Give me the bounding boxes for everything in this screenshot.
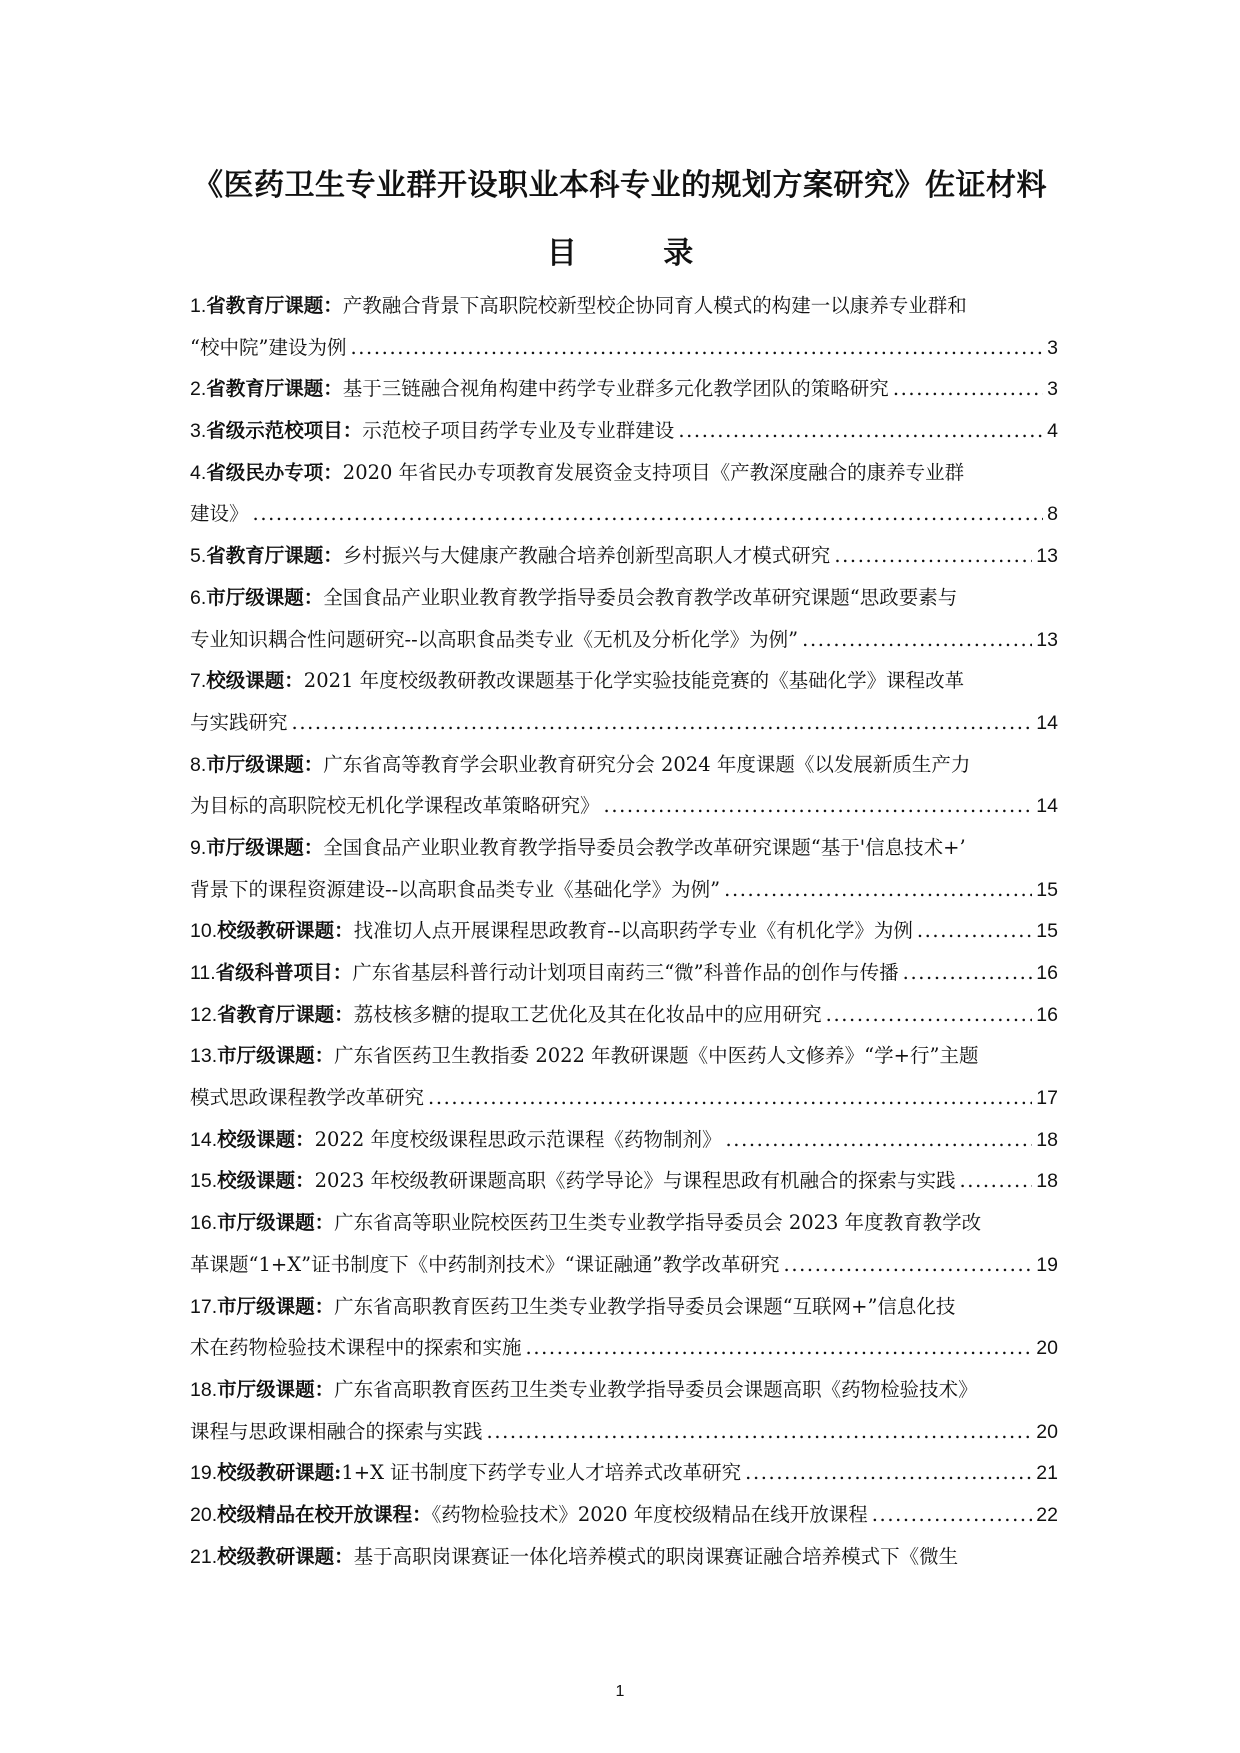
toc-entry[interactable] (190, 1035, 1058, 1118)
toc-entry-separator: ： (332, 961, 353, 984)
toc-entry-label: 省教育厅课题 (217, 1002, 335, 1026)
toc-entry-label: 市厅级课题 (217, 1211, 315, 1235)
dot-leader (428, 1077, 1032, 1119)
toc-entry-label: 省教育厅课题 (206, 544, 324, 568)
toc-entry-label: 市厅级课题 (217, 1377, 315, 1401)
toc-entry-text (190, 1286, 955, 1328)
toc-entry-line (190, 535, 1058, 577)
toc-entry[interactable] (190, 368, 1058, 410)
toc-entry-page: 14 (1036, 795, 1058, 818)
toc-entry-page: 18 (1036, 1170, 1058, 1193)
toc-entry-text (190, 952, 899, 994)
toc-entry-title: 广东省高等教育学会职业教育研究分会 2024 年度课题《以发展新质生产力 (323, 752, 971, 776)
document-title: 《医药卫生专业群开设职业本科专业的规划方案研究》佐证材料 (193, 168, 1047, 203)
toc-entry-page: 15 (1036, 878, 1058, 901)
dot-leader (678, 410, 1043, 452)
toc-entry-page: 22 (1036, 1503, 1058, 1526)
toc-entry-line (190, 1244, 1058, 1286)
toc-entry-number: 14. (190, 1128, 218, 1151)
toc-entry-line (190, 368, 1058, 410)
toc-entry[interactable] (190, 1494, 1058, 1536)
dot-leader (893, 368, 1043, 410)
toc-entry-label: 省教育厅课题 (206, 377, 324, 401)
toc-entry-title: 找准切人点开展课程思政教育--以高职药学专业《有机化学》为例 (353, 919, 913, 943)
toc-entry[interactable] (190, 827, 1058, 910)
toc-entry[interactable] (190, 994, 1058, 1036)
toc-entry-title: 基于高职岗课赛证一体化培养模式的职岗课赛证融合培养模式下《微生 (353, 1544, 959, 1568)
dot-leader (292, 702, 1033, 744)
toc-entry-page: 13 (1036, 545, 1058, 568)
toc-entry-page: 4 (1047, 420, 1058, 443)
toc-entry-separator: ： (303, 752, 324, 776)
toc-entry-line (190, 327, 1058, 369)
toc-entry-page: 20 (1036, 1420, 1058, 1443)
toc-entry-label: 校级教研课题 (217, 1544, 335, 1568)
toc-entry-label: 市厅级课题 (206, 585, 304, 609)
toc-entry-separator: ： (303, 585, 324, 609)
toc-entry-number: 8. (190, 753, 207, 776)
toc-entry-page: 3 (1047, 336, 1058, 359)
toc-entry-page: 18 (1036, 1128, 1058, 1151)
toc-entry-number: 20. (190, 1503, 218, 1526)
toc-entry-title: 2023 年校级教研课题高职《药学导论》与课程思政有机融合的探索与实践 (314, 1169, 956, 1193)
toc-entry-label: 市厅级课题 (206, 752, 304, 776)
toc-entry-title: 全国食品产业职业教育教学指导委员会教育教学改革研究课题“思政要素与 (323, 585, 958, 609)
toc-entry-line (190, 910, 1058, 952)
toc-entry-separator: ： (314, 1294, 335, 1318)
toc-entry-separator: ： (295, 1127, 315, 1151)
toc-entry-page: 19 (1036, 1253, 1058, 1276)
toc-entry-text (190, 285, 967, 327)
toc-entry-number: 17. (190, 1295, 218, 1318)
toc-entry[interactable] (190, 952, 1058, 994)
toc-entry-number: 5. (190, 545, 207, 568)
toc-entry-line (190, 1119, 1058, 1161)
dot-leader (784, 1244, 1033, 1286)
toc-entry-title: 基于三链融合视角构建中药学专业群多元化教学团队的策略研究 (342, 377, 889, 401)
toc-entry-title-continued: 模式思政课程教学改革研究 (190, 1086, 425, 1110)
toc-entry-text (190, 1369, 978, 1411)
toc-entry-line (190, 1035, 1058, 1077)
toc-entry-page: 21 (1036, 1462, 1058, 1485)
toc-entry-line (190, 785, 1058, 827)
toc-entry-title-continued: 为目标的高职院校无机化学课程改革策略研究》 (190, 794, 600, 818)
toc-entry-page: 16 (1036, 962, 1058, 984)
toc-entry-number: 10. (190, 920, 218, 943)
toc-entry-separator: ： (284, 669, 304, 693)
toc-entry-title: 广东省高职教育医药卫生类专业教学指导委员会课题“互联网+”信息化技 (334, 1294, 956, 1318)
toc-entry-line (190, 1327, 1058, 1369)
toc-entry-separator: ： (323, 460, 343, 484)
toc-entry-label: 校级教研课题 (217, 919, 335, 943)
toc-entry-number: 1. (190, 295, 207, 317)
toc-entry-line (190, 285, 1058, 327)
toc-entry-text (190, 410, 674, 452)
toc-entry-line (190, 1494, 1058, 1536)
toc-entry-line (190, 1536, 1058, 1578)
toc-entry-page: 14 (1036, 711, 1058, 734)
toc-entry-line (190, 827, 1058, 869)
toc-entry[interactable] (190, 1160, 1058, 1202)
toc-entry-title: 《药物检验技术》2020 年度校级精品在线开放课程 (431, 1502, 868, 1526)
toc-entry-title: 2020 年省民办专项教育发展资金支持项目《产教深度融合的康养专业群 (342, 460, 965, 484)
toc-entry[interactable] (190, 452, 1058, 535)
dot-leader (350, 327, 1043, 369)
toc-entry-line (190, 577, 1058, 619)
toc-entry-text (190, 1536, 958, 1578)
toc-entry-text (190, 1119, 721, 1161)
toc-entry-label: 省级示范校项目 (206, 419, 343, 443)
toc-entry-separator: ： (412, 1502, 432, 1526)
toc-entry-separator: ： (314, 1211, 335, 1235)
toc-entry-label: 校级课题 (217, 1127, 296, 1151)
toc-entry-line (190, 619, 1058, 661)
toc-entry-number: 16. (190, 1212, 218, 1235)
dot-leader (604, 785, 1033, 827)
toc-entry-title: 全国食品产业职业教育教学指导委员会教学改革研究课题“基于'信息技术+’ (323, 835, 966, 859)
toc-entry-separator: ： (323, 294, 343, 317)
dot-leader (487, 1411, 1033, 1453)
toc-entry-line (190, 410, 1058, 452)
dot-leader (903, 952, 1033, 994)
toc-entry-separator: ： (314, 1044, 335, 1068)
toc-entry-separator: ： (342, 419, 363, 443)
toc-entry-line (190, 1452, 1058, 1494)
toc-entry-line (190, 1202, 1058, 1244)
toc-entry-number: 15. (190, 1170, 218, 1193)
toc-entry-line (190, 952, 1058, 994)
toc-entry-line (190, 744, 1058, 786)
toc-entry[interactable] (190, 535, 1058, 577)
toc-entry-text (190, 744, 970, 786)
toc-entry-number: 12. (190, 1003, 218, 1026)
toc-heading: 目 录 (546, 236, 732, 271)
toc-entry-line (190, 1411, 1058, 1453)
toc-entry-text (190, 1160, 955, 1202)
toc-entry[interactable] (190, 577, 1058, 660)
toc-entry-label: 校级精品在校开放课程 (217, 1502, 413, 1526)
toc-entry-title: 2022 年度校级课程思政示范课程《药物制剂》 (314, 1127, 722, 1151)
toc-entry-title: 乡村振兴与大健康产教融合培养创新型高职人才模式研究 (342, 544, 831, 568)
toc-entry-page: 17 (1036, 1087, 1058, 1110)
toc-entry-line (190, 452, 1058, 494)
dot-leader (724, 869, 1032, 911)
toc-entry[interactable] (190, 910, 1058, 952)
toc-entry-text (190, 368, 889, 410)
toc-entry-line (190, 1286, 1058, 1328)
toc-entry-title-continued: 建设》 (190, 502, 249, 526)
toc-entry-line (190, 702, 1058, 744)
toc-entry[interactable] (190, 1536, 1058, 1578)
toc-entry-title-continued: 课程与思政课相融合的探索与实践 (190, 1419, 483, 1443)
toc-entry-line (190, 493, 1058, 535)
toc-entry-text (190, 535, 830, 577)
dot-leader (725, 1119, 1032, 1161)
toc-entry-title: 广东省基层科普行动计划项目南药三“微”科普作品的创作与传播 (352, 961, 899, 984)
dot-leader (959, 1160, 1032, 1202)
toc-entry[interactable] (190, 1452, 1058, 1494)
toc-entry-line (190, 1160, 1058, 1202)
toc-entry-separator: ： (303, 835, 324, 859)
toc-entry[interactable] (190, 660, 1058, 743)
toc-entry-title: 荔枝核多糖的提取工艺优化及其在化妆品中的应用研究 (353, 1002, 822, 1026)
toc-entry-label: 省级民办专项 (206, 460, 324, 484)
toc-entry-line (190, 994, 1058, 1036)
toc-entry-text (190, 577, 957, 619)
toc-entry-text (190, 1452, 741, 1494)
toc-entry-separator: ： (334, 1002, 354, 1026)
toc-entry-number: 13. (190, 1045, 218, 1068)
toc-entry-text (190, 910, 913, 952)
toc-entry-separator: ： (334, 1544, 354, 1568)
toc-entry-title-continued: 术在药物检验技术课程中的探索和实施 (190, 1336, 522, 1360)
toc-entry-number: 2. (190, 378, 207, 401)
toc-entry-page: 3 (1047, 378, 1058, 401)
toc-entry-text (190, 994, 822, 1036)
toc-entry-number: 9. (190, 836, 207, 859)
page-number: 1 (615, 1683, 625, 1700)
toc-entry[interactable] (190, 1286, 1058, 1369)
dot-leader (745, 1452, 1032, 1494)
toc-entry-text (190, 827, 966, 869)
toc-entry[interactable] (190, 285, 1058, 368)
toc-entry-title-continued: 革课题“1+X”证书制度下《中药制剂技术》“课证融通”教学改革研究 (190, 1252, 780, 1276)
toc-entry-line (190, 1369, 1058, 1411)
toc-entry-separator: ： (295, 1169, 315, 1193)
dot-leader (526, 1327, 1033, 1369)
toc-entry-text (190, 452, 964, 494)
toc-entry-label: 市厅级课题 (206, 835, 304, 859)
dot-leader (872, 1494, 1033, 1536)
toc-entry-page: 8 (1047, 503, 1058, 526)
toc-entry-number: 6. (190, 586, 207, 609)
toc-entry-title: 广东省高等职业院校医药卫生类专业教学指导委员会 2023 年度教育教学改 (334, 1211, 982, 1235)
toc-entry-number: 19. (190, 1462, 218, 1485)
toc-entry-separator: ： (323, 377, 343, 401)
dot-leader (802, 619, 1032, 661)
toc-entry-separator: : (334, 1461, 342, 1485)
toc-entry[interactable] (190, 1202, 1058, 1285)
toc-entry-number: 7. (190, 670, 207, 693)
toc-entry-number: 3. (190, 420, 207, 443)
dot-leader (826, 994, 1033, 1036)
toc-entry-label: 市厅级课题 (217, 1044, 315, 1068)
toc-entry-line (190, 660, 1058, 702)
toc-entry-text (190, 660, 964, 702)
toc-entry-number: 18. (190, 1378, 218, 1401)
toc-entry-label: 校级课题 (206, 669, 285, 693)
toc-entry-title: 广东省医药卫生教指委 2022 年教研课题《中医药人文修养》“学+行”主题 (334, 1044, 979, 1068)
toc-entry-text (190, 1035, 978, 1077)
toc-entry-title: 广东省高职教育医药卫生类专业教学指导委员会课题高职《药物检验技术》 (334, 1377, 978, 1401)
toc-entry-separator: ： (323, 544, 343, 568)
toc-entry-number: 11. (190, 962, 216, 984)
toc-entry-page: 20 (1036, 1337, 1058, 1360)
toc-entry-page: 16 (1036, 1003, 1058, 1026)
toc-entry-label: 校级课题 (217, 1169, 296, 1193)
toc-entry-title-continued: 与实践研究 (190, 710, 288, 734)
toc-entry-page: 13 (1036, 628, 1058, 651)
toc-entry-title: 2021 年度校级教研教改课题基于化学实验技能竞赛的《基础化学》课程改革 (303, 669, 965, 693)
toc-entry[interactable] (190, 1119, 1058, 1161)
dot-leader (917, 910, 1032, 952)
table-of-contents (190, 285, 1058, 1577)
toc-entry-text (190, 1202, 981, 1244)
toc-entry-title-continued: 专业知识耦合性问题研究--以高职食品类专业《无机及分析化学》为例” (190, 627, 799, 651)
toc-entry-number: 21. (190, 1545, 218, 1568)
toc-entry-label: 省级科普项目 (215, 961, 333, 984)
toc-entry-line (190, 1077, 1058, 1119)
toc-entry-label: 校级教研课题 (217, 1461, 335, 1485)
toc-entry-page: 15 (1036, 920, 1058, 943)
toc-entry[interactable] (190, 744, 1058, 827)
toc-entry-number: 4. (190, 461, 207, 484)
toc-entry-title: 示范校子项目药学专业及专业群建设 (362, 419, 675, 443)
dot-leader (834, 535, 1032, 577)
toc-entry-separator: ： (334, 919, 354, 943)
toc-entry[interactable] (190, 410, 1058, 452)
toc-entry-line (190, 869, 1058, 911)
toc-entry-text (190, 1494, 868, 1536)
toc-entry-label: 省教育厅课题 (206, 294, 324, 317)
toc-entry-label: 市厅级课题 (217, 1294, 315, 1318)
dot-leader (253, 493, 1044, 535)
toc-entry[interactable] (190, 1369, 1058, 1452)
toc-entry-separator: ： (314, 1377, 335, 1401)
toc-entry-title-continued: 背景下的课程资源建设--以高职食品类专业《基础化学》为例” (190, 877, 721, 901)
toc-entry-title: 1+X 证书制度下药学专业人才培养式改革研究 (341, 1461, 742, 1485)
toc-entry-title-continued: “校中院”建设为例 (190, 335, 347, 359)
toc-entry-title: 产教融合背景下高职院校新型校企协同育人模式的构建一以康养专业群和 (342, 294, 967, 317)
